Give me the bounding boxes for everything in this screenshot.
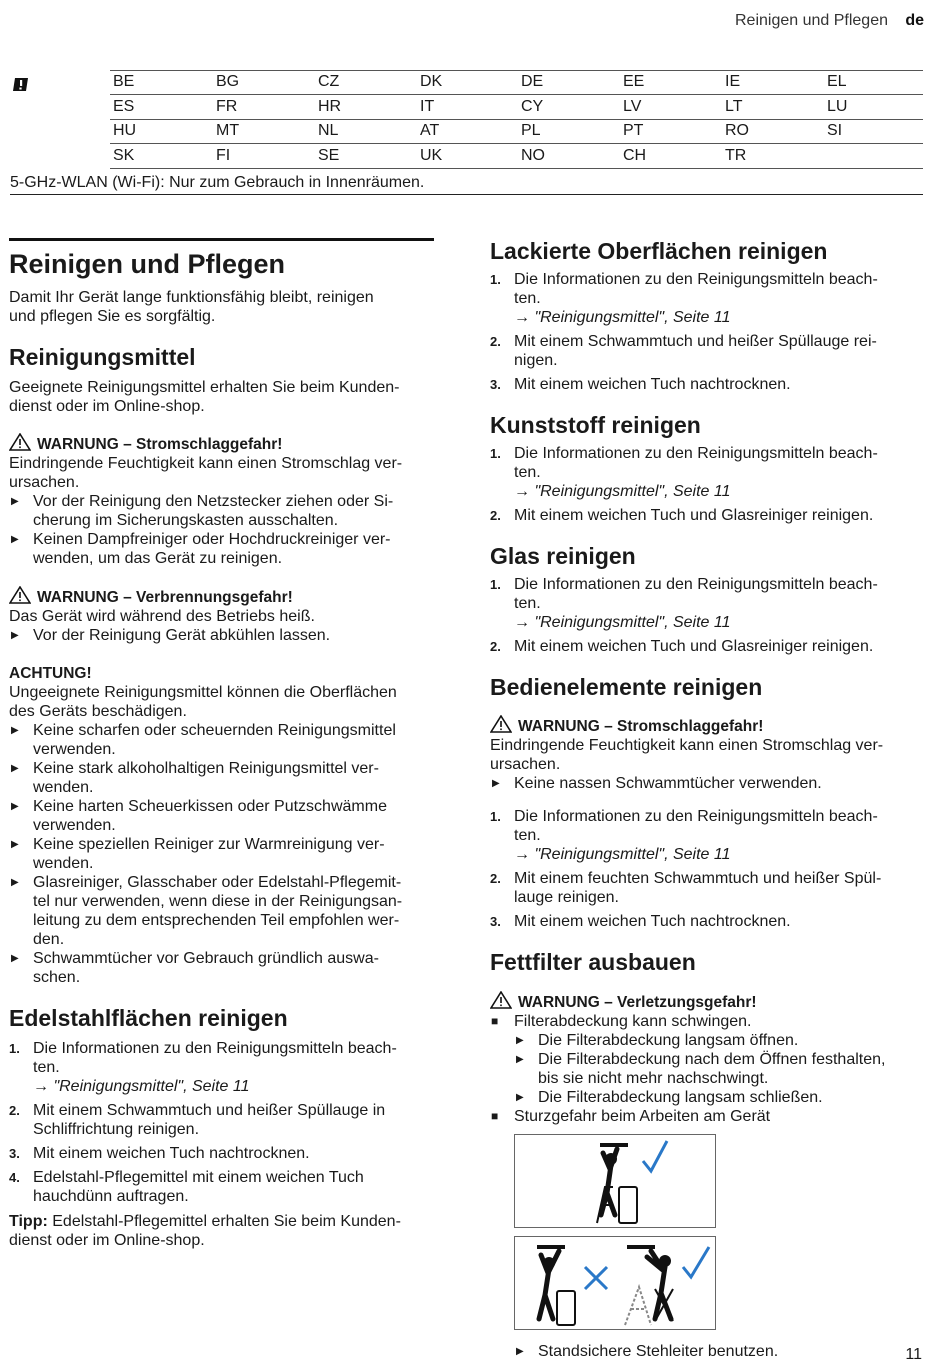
text-line: ursachen. bbox=[490, 756, 561, 773]
bullet-item: ▶ Keine scharfen oder scheuernden Reinigungsmittel verwenden. bbox=[11, 722, 396, 758]
country-code: IT bbox=[420, 97, 435, 115]
country-code: LT bbox=[725, 97, 743, 115]
step-1: 1. Die Informationen zu den Reinigungsmitteln beach- ten. → "Reinigungsmittel", Seite 11 bbox=[490, 808, 878, 863]
bullet-item: ▶ Vor der Reinigung den Netzstecker ziehen oder Si- cherung im Sicherungskasten ausschalten. bbox=[11, 493, 394, 529]
country-row bbox=[110, 70, 923, 95]
bullet-item: ▶ Glasreiniger, Glasschaber oder Edelstahl-Pflegemit- tel nur verwenden, wenn diese in der Reinigungsan- leitung zu dem entsprechenden Teil empfohlen wer- den. bbox=[11, 874, 403, 948]
bullet-item: ▶ Keinen Dampfreiniger oder Hochdruckreiniger ver- wenden, um das Gerät zu reinigen. bbox=[11, 531, 391, 567]
heading-reinigungsmittel: Reinigungsmittel bbox=[9, 344, 196, 370]
country-code: CZ bbox=[318, 73, 340, 90]
step-3: 3. Mit einem weichen Tuch nachtrocknen. bbox=[9, 1145, 310, 1162]
running-header-language: de bbox=[905, 12, 924, 29]
country-code: FR bbox=[216, 97, 238, 115]
step-2: 2. Mit einem Schwammtuch und heißer Spüllauge in Schliffrichtung reinigen. bbox=[9, 1102, 386, 1138]
country-code: EE bbox=[623, 73, 645, 90]
warning-electric: WARNUNG – Stromschlaggefahr! bbox=[9, 433, 434, 454]
check-icon bbox=[683, 1247, 709, 1277]
step-1: 1. Die Informationen zu den Reinigungsmitteln beach- ten. → "Reinigungsmittel", Seite 11 bbox=[9, 1040, 397, 1095]
heading-lackiert: Lackierte Oberflächen reinigen bbox=[490, 238, 828, 264]
intro-line-2: und pflegen Sie es sorgfältig. bbox=[9, 308, 216, 325]
achtung-title: ACHTUNG! bbox=[9, 665, 92, 682]
country-row bbox=[110, 119, 923, 144]
sub-bullet-item: ▶ Die Filterabdeckung langsam schließen. bbox=[516, 1089, 823, 1106]
intro-line-1: Damit Ihr Gerät lange funktionsfähig bleibt, reinigen bbox=[9, 289, 374, 306]
warning-triangle-icon bbox=[9, 433, 31, 451]
heading-kunststoff: Kunststoff reinigen bbox=[490, 412, 701, 438]
page-title: Reinigen und Pflegen bbox=[9, 238, 434, 281]
country-code: SI bbox=[827, 122, 843, 139]
step-1: 1. Die Informationen zu den Reinigungsmitteln beach- ten. → "Reinigungsmittel", Seite 11 bbox=[490, 271, 878, 326]
running-header-title: Reinigen und Pflegen bbox=[734, 12, 888, 29]
step-2: 2. Mit einem weichen Tuch und Glasreiniger reinigen. bbox=[490, 638, 874, 655]
bullet-item: ▶ Keine stark alkoholhaltigen Reinigungsmittel ver- wenden. bbox=[11, 760, 379, 796]
sub-bullet-item: ▶ Standsichere Stehleiter benutzen. bbox=[516, 1343, 779, 1360]
cross-reference-link[interactable]: → "Reinigungsmittel", Seite 11 bbox=[514, 483, 731, 500]
country-row bbox=[110, 95, 923, 120]
country-row bbox=[110, 144, 923, 169]
check-icon bbox=[643, 1141, 667, 1171]
country-code: PL bbox=[521, 122, 541, 139]
warning-triangle-icon bbox=[490, 715, 512, 733]
cross-reference-link[interactable]: → "Reinigungsmittel", Seite 11 bbox=[514, 614, 731, 631]
text-line: Ungeeignete Reinigungsmittel können die Oberflächen bbox=[9, 684, 397, 701]
country-code: AT bbox=[420, 122, 440, 139]
step-2: 2. Mit einem weichen Tuch und Glasreiniger reinigen. bbox=[490, 507, 874, 524]
warning-triangle-icon bbox=[9, 586, 31, 604]
warning-injury: WARNUNG – Verletzungsgefahr! bbox=[490, 991, 920, 1012]
square-item: ■ Filterabdeckung kann schwingen. bbox=[491, 1013, 752, 1030]
country-code: ES bbox=[113, 97, 135, 115]
warning-burn: WARNUNG – Verbrennungsgefahr! bbox=[9, 586, 434, 607]
country-code: LU bbox=[827, 97, 848, 115]
heading-glas: Glas reinigen bbox=[490, 543, 636, 569]
page-number: 11 bbox=[905, 1346, 922, 1363]
heading-edelstahl: Edelstahlflächen reinigen bbox=[9, 1005, 288, 1031]
country-code: LV bbox=[623, 97, 642, 115]
right-column bbox=[490, 236, 920, 1361]
country-code: DK bbox=[420, 73, 443, 90]
warning-triangle-icon bbox=[490, 991, 512, 1009]
text-line: dienst oder im Online-shop. bbox=[9, 398, 205, 415]
bullet-item: ▶ Schwammtücher vor Gebrauch gründlich auswa- schen. bbox=[11, 950, 379, 986]
country-code: PT bbox=[623, 122, 644, 139]
country-code: BE bbox=[113, 73, 135, 90]
country-code: CY bbox=[521, 97, 544, 115]
country-code: RO bbox=[725, 122, 749, 139]
country-code: BG bbox=[216, 73, 240, 90]
step-1: 1. Die Informationen zu den Reinigungsmitteln beach- ten. → "Reinigungsmittel", Seite 11 bbox=[490, 445, 878, 500]
country-code: HR bbox=[318, 97, 342, 115]
country-code: HU bbox=[113, 122, 137, 139]
text-line: ursachen. bbox=[9, 474, 80, 491]
step-1: 1. Die Informationen zu den Reinigungsmitteln beach- ten. → "Reinigungsmittel", Seite 11 bbox=[490, 576, 878, 631]
country-code: TR bbox=[725, 146, 747, 164]
country-code: EL bbox=[827, 73, 847, 90]
text-line: Das Gerät wird während des Betriebs heiß. bbox=[9, 608, 315, 625]
text-line: Eindringende Feuchtigkeit kann einen Stromschlag ver- bbox=[490, 737, 884, 754]
country-code: SK bbox=[113, 146, 135, 164]
step-3: 3. Mit einem weichen Tuch nachtrocknen. bbox=[490, 913, 791, 930]
heading-fettfilter: Fettfilter ausbauen bbox=[490, 949, 696, 975]
country-code: NL bbox=[318, 122, 339, 139]
wlan-note: 5-GHz-WLAN (Wi-Fi): Nur zum Gebrauch in Innenräumen. bbox=[10, 170, 923, 195]
bullet-item: ▶ Keine speziellen Reiniger zur Warmreinigung ver- wenden. bbox=[11, 836, 385, 872]
left-column bbox=[9, 238, 434, 1250]
heading-bedienelemente: Bedienelemente reinigen bbox=[490, 674, 763, 700]
ladder-illustration-compare bbox=[514, 1236, 716, 1330]
step-4: 4. Edelstahl-Pflegemittel mit einem weichen Tuch hauchdünn auftragen. bbox=[9, 1169, 364, 1205]
bullet-item: ▶ Keine nassen Schwammtücher verwenden. bbox=[492, 775, 822, 792]
text-line: Eindringende Feuchtigkeit kann einen Stromschlag ver- bbox=[9, 455, 403, 472]
warning-electric: WARNUNG – Stromschlaggefahr! bbox=[490, 715, 920, 736]
country-code: FI bbox=[216, 146, 231, 164]
step-3: 3. Mit einem weichen Tuch nachtrocknen. bbox=[490, 376, 791, 393]
cross-reference-link[interactable]: → "Reinigungsmittel", Seite 11 bbox=[514, 846, 731, 863]
square-item: ■ Sturzgefahr beim Arbeiten am Gerät bbox=[491, 1108, 771, 1125]
cross-reference-link[interactable]: → "Reinigungsmittel", Seite 11 bbox=[514, 309, 731, 326]
country-code: DE bbox=[521, 73, 544, 90]
tip: Tipp: Edelstahl-Pflegemittel erhalten Sie beim Kunden- dienst oder im Online-shop. bbox=[9, 1213, 401, 1249]
text-line: des Geräts beschädigen. bbox=[9, 703, 187, 720]
cross-icon bbox=[585, 1267, 607, 1289]
step-2: 2. Mit einem feuchten Schwammtuch und heißer Spül- lauge reinigen. bbox=[490, 870, 882, 906]
country-code: UK bbox=[420, 146, 443, 164]
sub-bullet-item: ▶ Die Filterabdeckung nach dem Öffnen festhalten, bis sie nicht mehr nachschwingt. bbox=[516, 1051, 886, 1087]
ladder-illustration-correct bbox=[514, 1134, 716, 1228]
country-code: CH bbox=[623, 146, 647, 164]
bullet-item: ▶ Vor der Reinigung Gerät abkühlen lassen. bbox=[11, 627, 331, 644]
step-2: 2. Mit einem Schwammtuch und heißer Spüllauge rei- nigen. bbox=[490, 333, 877, 369]
sub-bullet-item: ▶ Die Filterabdeckung langsam öffnen. bbox=[516, 1032, 799, 1049]
country-code: NO bbox=[521, 146, 545, 164]
cross-reference-link[interactable]: → "Reinigungsmittel", Seite 11 bbox=[33, 1078, 250, 1095]
text-line: Geeignete Reinigungsmittel erhalten Sie beim Kunden- bbox=[9, 379, 400, 396]
country-code: MT bbox=[216, 122, 240, 139]
note-icon bbox=[12, 76, 30, 94]
country-code: SE bbox=[318, 146, 340, 164]
country-code: IE bbox=[725, 73, 741, 90]
bullet-item: ▶ Keine harten Scheuerkissen oder Putzschwämme verwenden. bbox=[11, 798, 387, 834]
